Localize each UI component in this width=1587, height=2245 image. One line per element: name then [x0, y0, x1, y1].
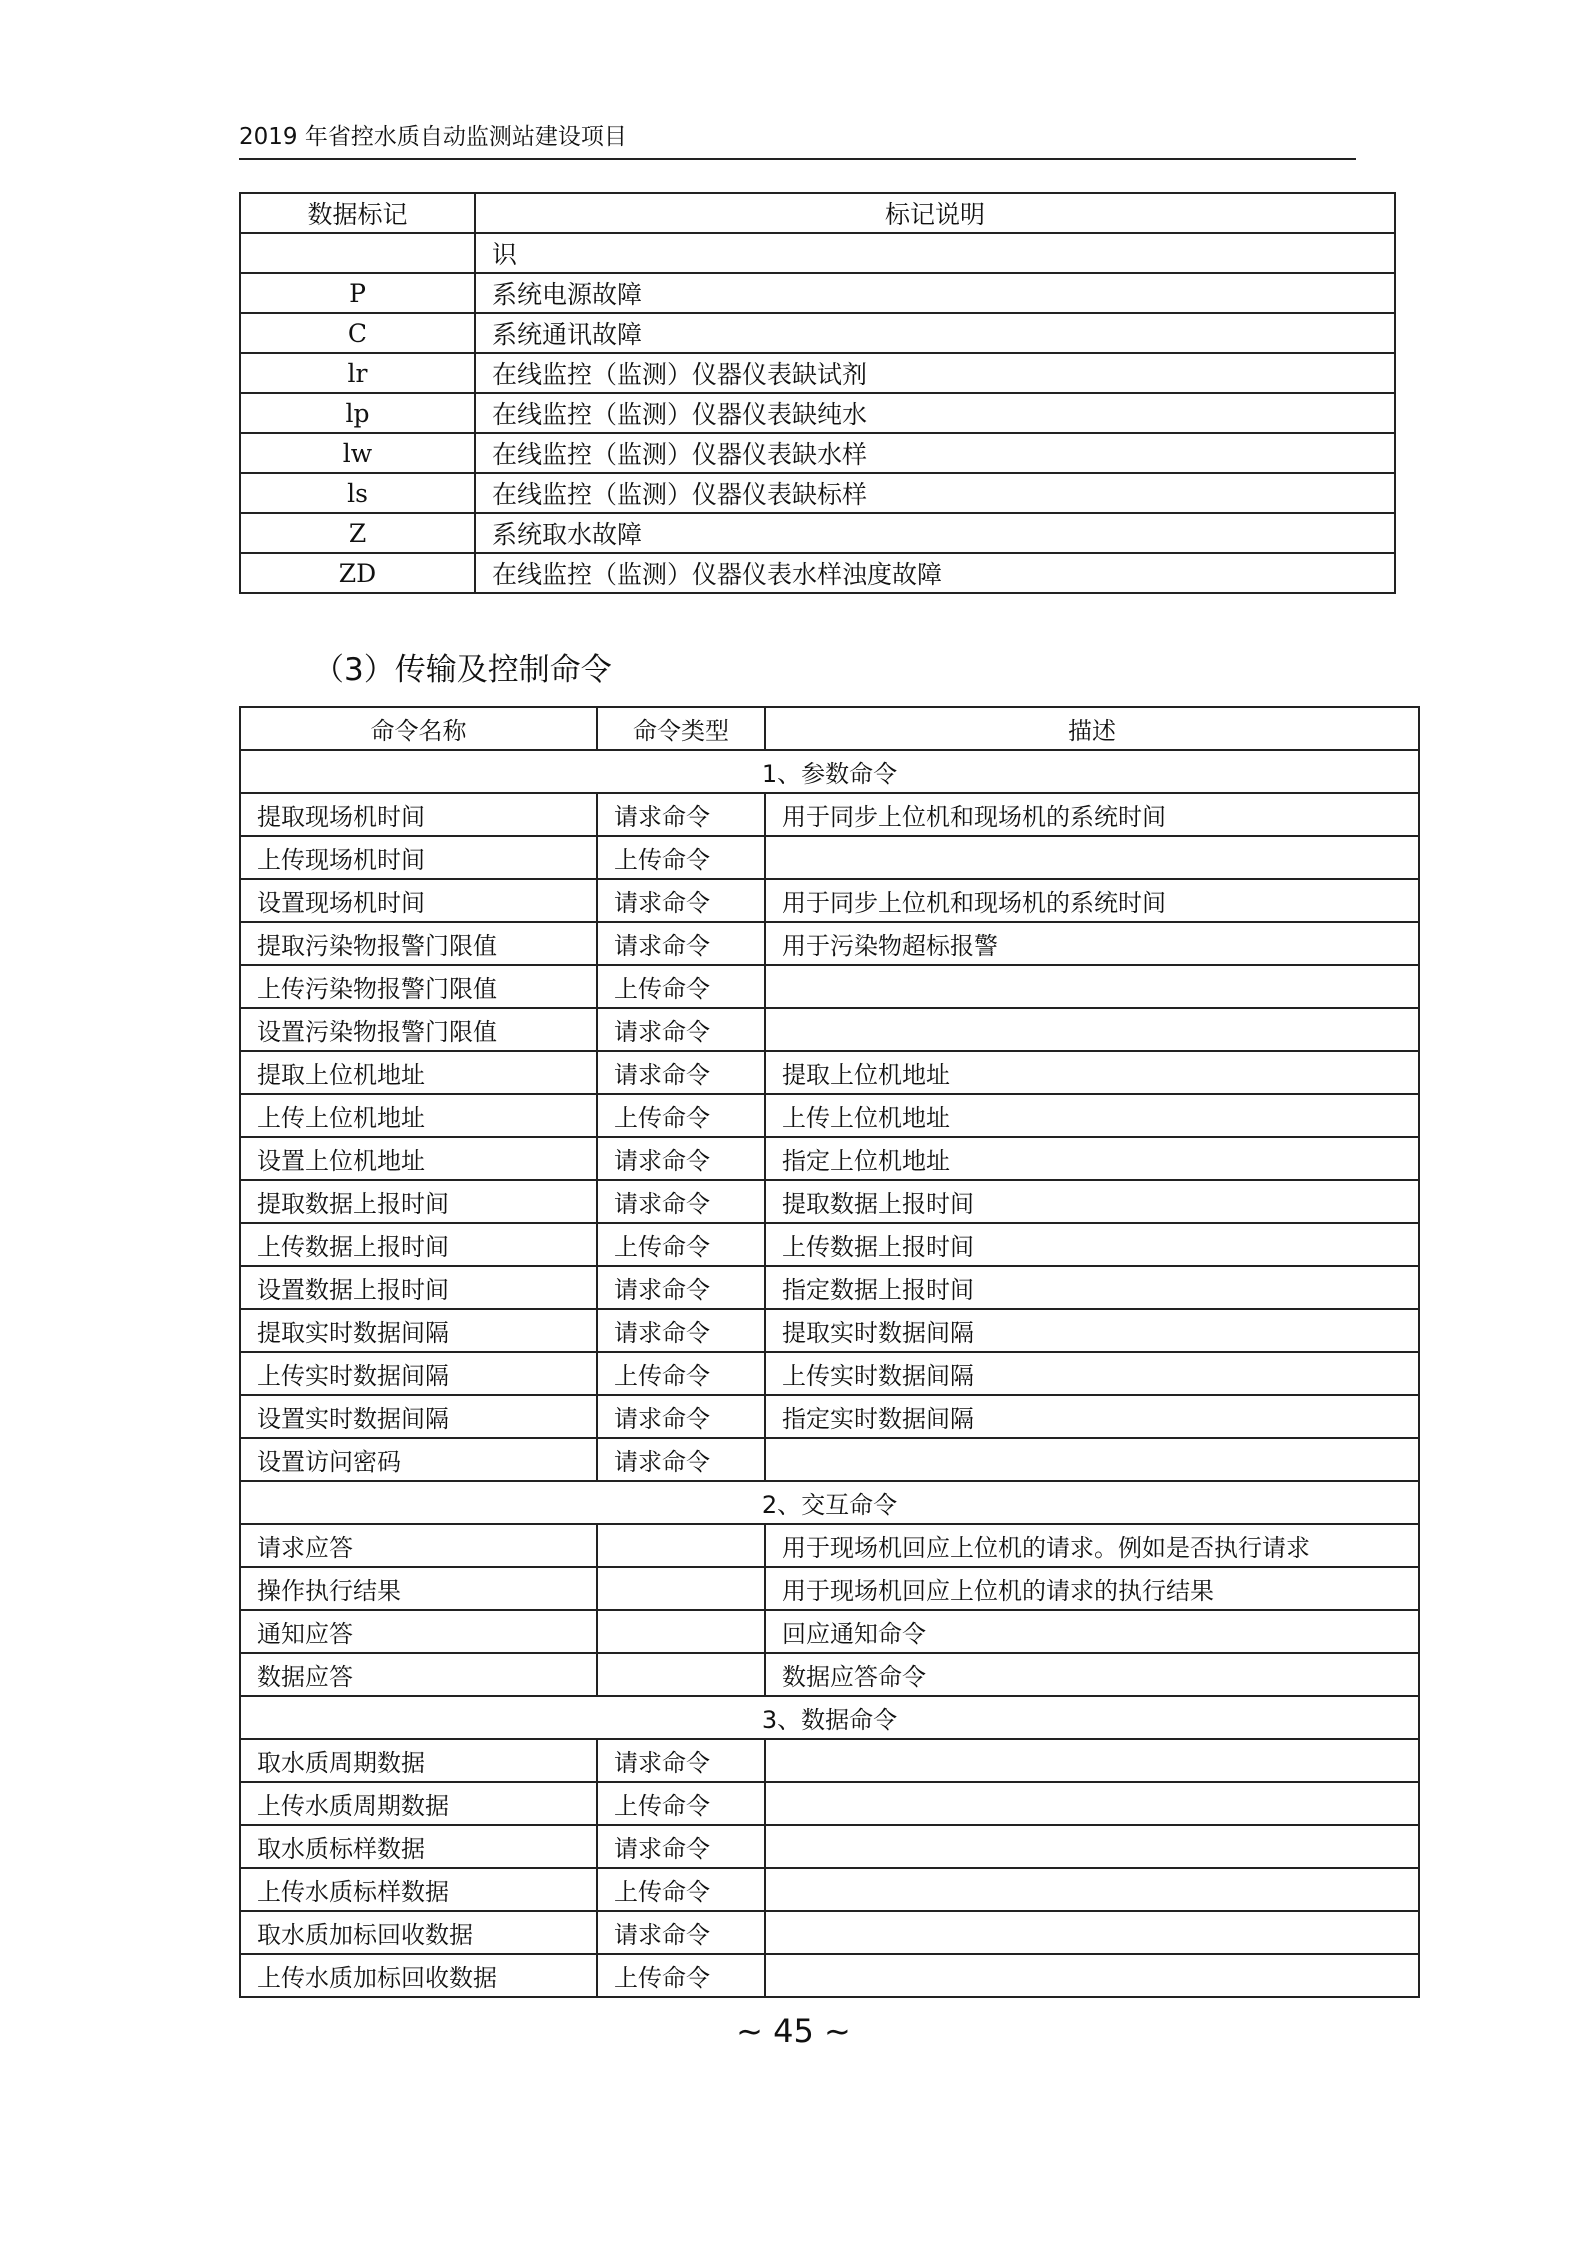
table-header-row: [240, 707, 1419, 750]
command-name-cell: 上传污染物报警门限值: [240, 965, 597, 1008]
command-type-cell: 请求命令: [597, 922, 765, 965]
command-name-cell: 上传水质周期数据: [240, 1782, 597, 1825]
section-row: [240, 750, 1419, 793]
command-type-cell: 请求命令: [597, 1008, 765, 1051]
table-row: [240, 513, 1395, 553]
column-header-command-name: 命令名称: [240, 707, 597, 750]
mark-cell: P: [240, 273, 475, 313]
mark-description-cell: 在线监控（监测）仪器仪表水样浊度故障: [475, 553, 1395, 593]
mark-description-cell: 在线监控（监测）仪器仪表缺试剂: [475, 353, 1395, 393]
table-header-row: [240, 193, 1395, 233]
table-row: [240, 353, 1395, 393]
table-row: [240, 1438, 1419, 1481]
command-type-cell: 请求命令: [597, 1911, 765, 1954]
mark-cell: ZD: [240, 553, 475, 593]
command-description-cell: 回应通知命令: [765, 1610, 1419, 1653]
command-description-cell: 用于同步上位机和现场机的系统时间: [765, 793, 1419, 836]
table-row: [240, 1911, 1419, 1954]
command-type-cell: 请求命令: [597, 879, 765, 922]
section-title: （3）传输及控制命令: [313, 652, 612, 688]
command-name-cell: 设置数据上报时间: [240, 1266, 597, 1309]
command-description-cell: [765, 965, 1419, 1008]
command-name-cell: 数据应答: [240, 1653, 597, 1696]
command-name-cell: 取水质标样数据: [240, 1825, 597, 1868]
command-type-cell: 请求命令: [597, 1051, 765, 1094]
table-row: [240, 233, 1395, 273]
command-description-cell: 提取实时数据间隔: [765, 1309, 1419, 1352]
command-type-cell: 请求命令: [597, 1438, 765, 1481]
command-description-cell: [765, 1438, 1419, 1481]
command-name-cell: 通知应答: [240, 1610, 597, 1653]
command-description-cell: 上传上位机地址: [765, 1094, 1419, 1137]
command-name-cell: 上传实时数据间隔: [240, 1352, 597, 1395]
mark-cell: Z: [240, 513, 475, 553]
mark-description-cell: 在线监控（监测）仪器仪表缺标样: [475, 473, 1395, 513]
section-row: [240, 1481, 1419, 1524]
command-type-cell: 请求命令: [597, 1180, 765, 1223]
mark-description-cell: 在线监控（监测）仪器仪表缺水样: [475, 433, 1395, 473]
table-row: [240, 1954, 1419, 1997]
command-type-cell: 请求命令: [597, 1137, 765, 1180]
table-row: [240, 1868, 1419, 1911]
command-description-cell: 指定实时数据间隔: [765, 1395, 1419, 1438]
command-type-cell: [597, 1610, 765, 1653]
command-type-cell: 请求命令: [597, 1266, 765, 1309]
command-name-cell: 提取现场机时间: [240, 793, 597, 836]
command-name-cell: 设置污染物报警门限值: [240, 1008, 597, 1051]
page-header-title: 2019 年省控水质自动监测站建设项目: [239, 124, 627, 150]
table-row: [240, 1137, 1419, 1180]
command-type-cell: 上传命令: [597, 1868, 765, 1911]
command-name-cell: 提取污染物报警门限值: [240, 922, 597, 965]
command-type-cell: 上传命令: [597, 1223, 765, 1266]
command-name-cell: 上传数据上报时间: [240, 1223, 597, 1266]
mark-description-cell: 在线监控（监测）仪器仪表缺纯水: [475, 393, 1395, 433]
command-name-cell: 提取实时数据间隔: [240, 1309, 597, 1352]
command-description-cell: 指定上位机地址: [765, 1137, 1419, 1180]
mark-cell: lw: [240, 433, 475, 473]
table-row: [240, 1309, 1419, 1352]
command-description-cell: [765, 1782, 1419, 1825]
command-name-cell: 操作执行结果: [240, 1567, 597, 1610]
table-row: [240, 1008, 1419, 1051]
command-name-cell: 设置现场机时间: [240, 879, 597, 922]
command-description-cell: [765, 1825, 1419, 1868]
command-description-cell: [765, 1911, 1419, 1954]
command-name-cell: 请求应答: [240, 1524, 597, 1567]
command-name-cell: 取水质周期数据: [240, 1739, 597, 1782]
table-row: [240, 1567, 1419, 1610]
header-divider: [239, 158, 1356, 160]
table-row: [240, 1395, 1419, 1438]
table-row: [240, 1739, 1419, 1782]
column-header-command-type: 命令类型: [597, 707, 765, 750]
command-name-cell: 提取上位机地址: [240, 1051, 597, 1094]
table-row: [240, 1051, 1419, 1094]
table-row: [240, 1223, 1419, 1266]
command-name-cell: 上传水质标样数据: [240, 1868, 597, 1911]
command-type-cell: 上传命令: [597, 1782, 765, 1825]
data-mark-table: [239, 192, 1396, 594]
mark-cell: lp: [240, 393, 475, 433]
table-row: [240, 393, 1395, 433]
mark-description-cell: 系统电源故障: [475, 273, 1395, 313]
table-row: [240, 433, 1395, 473]
command-type-cell: 请求命令: [597, 1739, 765, 1782]
table-row: [240, 793, 1419, 836]
table-row: [240, 553, 1395, 593]
command-description-cell: 数据应答命令: [765, 1653, 1419, 1696]
command-description-cell: 用于污染物超标报警: [765, 922, 1419, 965]
table-row: [240, 1524, 1419, 1567]
section-heading: 3、数据命令: [240, 1696, 1419, 1739]
table-row: [240, 836, 1419, 879]
command-description-cell: 用于同步上位机和现场机的系统时间: [765, 879, 1419, 922]
column-header-command-description: 描述: [765, 707, 1419, 750]
command-type-cell: 上传命令: [597, 1094, 765, 1137]
column-header-description: 标记说明: [475, 193, 1395, 233]
mark-description-cell: 系统通讯故障: [475, 313, 1395, 353]
table-row: [240, 922, 1419, 965]
table-row: [240, 473, 1395, 513]
mark-cell: lr: [240, 353, 475, 393]
table-row: [240, 1352, 1419, 1395]
command-description-cell: [765, 1008, 1419, 1051]
command-type-cell: 上传命令: [597, 836, 765, 879]
table-row: [240, 1825, 1419, 1868]
table-row: [240, 1180, 1419, 1223]
command-name-cell: 上传水质加标回收数据: [240, 1954, 597, 1997]
table-row: [240, 273, 1395, 313]
command-description-cell: 上传实时数据间隔: [765, 1352, 1419, 1395]
command-name-cell: 设置访问密码: [240, 1438, 597, 1481]
command-description-cell: 提取数据上报时间: [765, 1180, 1419, 1223]
section-row: [240, 1696, 1419, 1739]
section-heading: 1、参数命令: [240, 750, 1419, 793]
table-row: [240, 313, 1395, 353]
mark-cell: C: [240, 313, 475, 353]
mark-cell: [240, 233, 475, 273]
mark-description-cell: 识: [475, 233, 1395, 273]
command-description-cell: 用于现场机回应上位机的请求的执行结果: [765, 1567, 1419, 1610]
table-row: [240, 1094, 1419, 1137]
command-type-cell: 请求命令: [597, 793, 765, 836]
command-type-cell: [597, 1567, 765, 1610]
command-description-cell: [765, 836, 1419, 879]
table-row: [240, 879, 1419, 922]
section-heading: 2、交互命令: [240, 1481, 1419, 1524]
command-description-cell: [765, 1868, 1419, 1911]
command-type-cell: 请求命令: [597, 1309, 765, 1352]
table-row: [240, 1266, 1419, 1309]
mark-description-cell: 系统取水故障: [475, 513, 1395, 553]
command-type-cell: 请求命令: [597, 1395, 765, 1438]
command-type-cell: 上传命令: [597, 1954, 765, 1997]
command-name-cell: 提取数据上报时间: [240, 1180, 597, 1223]
command-description-cell: 提取上位机地址: [765, 1051, 1419, 1094]
command-description-cell: [765, 1739, 1419, 1782]
command-name-cell: 上传现场机时间: [240, 836, 597, 879]
command-type-cell: 上传命令: [597, 1352, 765, 1395]
table-row: [240, 1653, 1419, 1696]
command-name-cell: 上传上位机地址: [240, 1094, 597, 1137]
command-type-cell: [597, 1653, 765, 1696]
command-name-cell: 设置实时数据间隔: [240, 1395, 597, 1438]
command-name-cell: 取水质加标回收数据: [240, 1911, 597, 1954]
command-type-cell: 上传命令: [597, 965, 765, 1008]
command-type-cell: 请求命令: [597, 1825, 765, 1868]
command-type-cell: [597, 1524, 765, 1567]
command-description-cell: 上传数据上报时间: [765, 1223, 1419, 1266]
command-description-cell: 用于现场机回应上位机的请求。例如是否执行请求: [765, 1524, 1419, 1567]
command-description-cell: 指定数据上报时间: [765, 1266, 1419, 1309]
table-row: [240, 965, 1419, 1008]
column-header-mark: 数据标记: [240, 193, 475, 233]
table-row: [240, 1610, 1419, 1653]
mark-cell: ls: [240, 473, 475, 513]
command-name-cell: 设置上位机地址: [240, 1137, 597, 1180]
table-row: [240, 1782, 1419, 1825]
page-number: ~ 45 ~: [736, 2012, 851, 2050]
command-description-cell: [765, 1954, 1419, 1997]
command-table: [239, 706, 1420, 1998]
